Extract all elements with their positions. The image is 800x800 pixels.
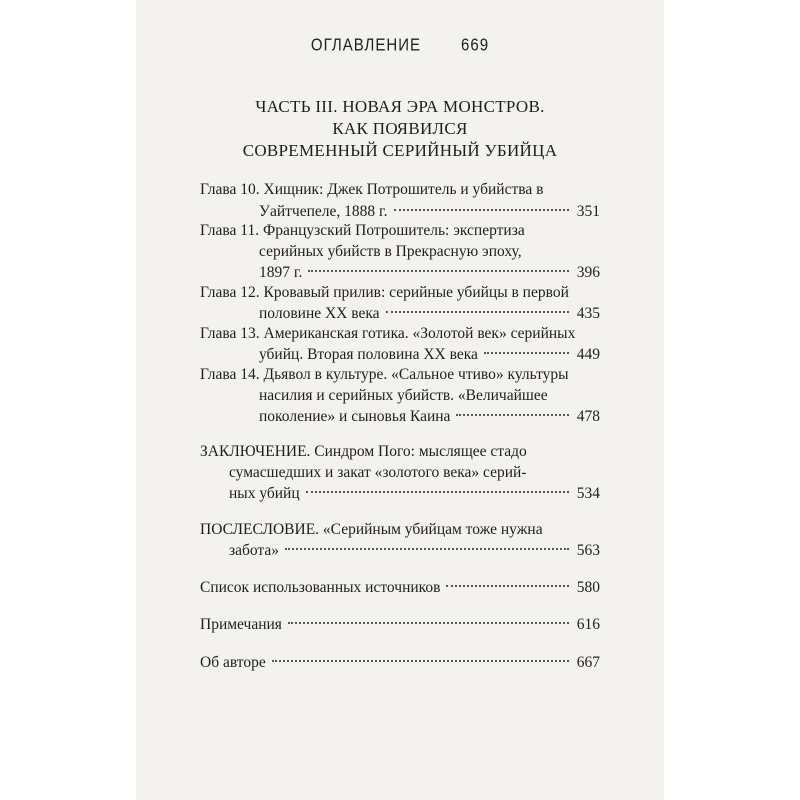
toc-entry-ch12-line2[interactable] (259, 303, 600, 324)
toc-entry-text: Уайтчепеле, 1888 г. (259, 203, 388, 220)
toc-entry-text: Примечания (200, 616, 282, 633)
toc-entry-text: поколение» и сыновья Каина (259, 408, 451, 425)
dot-leader (306, 491, 569, 493)
toc-entry-ch10-line2[interactable] (259, 201, 600, 222)
part-title-line: КАК ПОЯВИЛСЯ (332, 119, 468, 138)
part-title (136, 96, 664, 162)
toc-entry-text: половине XX века (259, 305, 380, 322)
toc-entry-ch11-line3[interactable] (259, 262, 600, 283)
toc-entry-conclusion-line2[interactable]: сумасшедших и закат «золотого века» серий- (229, 464, 527, 481)
part-title-line: СОВРЕМЕННЫЙ СЕРИЙНЫЙ УБИЙЦА (242, 141, 558, 160)
toc-entry-text: Об авторе (200, 654, 266, 671)
toc-page-number: 580 (576, 579, 600, 596)
toc-entry-ch14-line1[interactable]: Глава 14. Дьявол в культуре. «Сальное чтиво» культуры (200, 366, 569, 383)
toc-page-number: 449 (576, 346, 600, 363)
toc-entry-text: 1897 г. (259, 264, 303, 281)
dot-leader (285, 548, 569, 550)
toc-entry-text: убийц. Вторая половина XX века (259, 346, 478, 363)
toc-entry-text: Список использованных источников (200, 579, 441, 596)
toc-entry-ch13-line2[interactable] (259, 344, 600, 365)
toc-entry-conclusion-line1[interactable]: ЗАКЛЮЧЕНИЕ. Синдром Пого: мыслящее стадо (200, 443, 527, 460)
dot-leader (272, 660, 569, 662)
toc-entry-text: забота» (229, 542, 280, 559)
toc-page-number: 616 (576, 616, 600, 633)
toc-entry-afterword-line2[interactable] (229, 540, 600, 561)
dot-leader (446, 585, 568, 587)
dot-leader (394, 209, 569, 211)
toc-entry-notes[interactable] (200, 614, 600, 635)
toc-entry-ch14-line3[interactable] (259, 406, 600, 427)
toc-entry-ch12-line1[interactable]: Глава 12. Кровавый прилив: серийные убийцы в первой (200, 284, 569, 301)
dot-leader (456, 414, 568, 416)
toc-entry-ch11-line2[interactable]: серийных убийств в Прекрасную эпоху, (259, 243, 522, 260)
book-page (136, 0, 664, 800)
header-page-number: 669 (461, 35, 490, 56)
dot-leader (484, 352, 569, 354)
dot-leader (386, 311, 569, 313)
toc-entry-ch10-line1[interactable]: Глава 10. Хищник: Джек Потрошитель и убийства в (200, 181, 544, 198)
toc-page-number: 563 (576, 542, 600, 559)
toc-entry-conclusion-line3[interactable] (229, 483, 600, 504)
toc-page-number: 534 (576, 485, 600, 502)
toc-entry-sources[interactable] (200, 577, 600, 598)
toc-page-number: 667 (576, 654, 600, 671)
toc-entry-ch11-line1[interactable]: Глава 11. Французский Потрошитель: экспертиза (200, 222, 525, 239)
toc-entry-author[interactable] (200, 652, 600, 673)
dot-leader (308, 270, 568, 272)
dot-leader (288, 622, 569, 624)
toc-entry-text: ных убийц (229, 485, 300, 502)
toc-entry-ch13-line1[interactable]: Глава 13. Американская готика. «Золотой век» серийных (200, 325, 576, 342)
toc-entry-ch14-line2[interactable]: насилия и серийных убийств. «Величайшее (259, 387, 548, 404)
toc-page-number: 396 (576, 264, 600, 281)
toc-page-number: 435 (576, 305, 600, 322)
running-header (136, 36, 664, 56)
toc-page-number: 351 (576, 203, 600, 220)
part-title-line: ЧАСТЬ III. НОВАЯ ЭРА МОНСТРОВ. (255, 97, 545, 116)
toc-entry-afterword-line1[interactable]: ПОСЛЕСЛОВИЕ. «Серийным убийцам тоже нужна (200, 521, 543, 538)
toc-page-number: 478 (576, 408, 600, 425)
header-title: ОГЛАВЛЕНИЕ (310, 35, 422, 56)
